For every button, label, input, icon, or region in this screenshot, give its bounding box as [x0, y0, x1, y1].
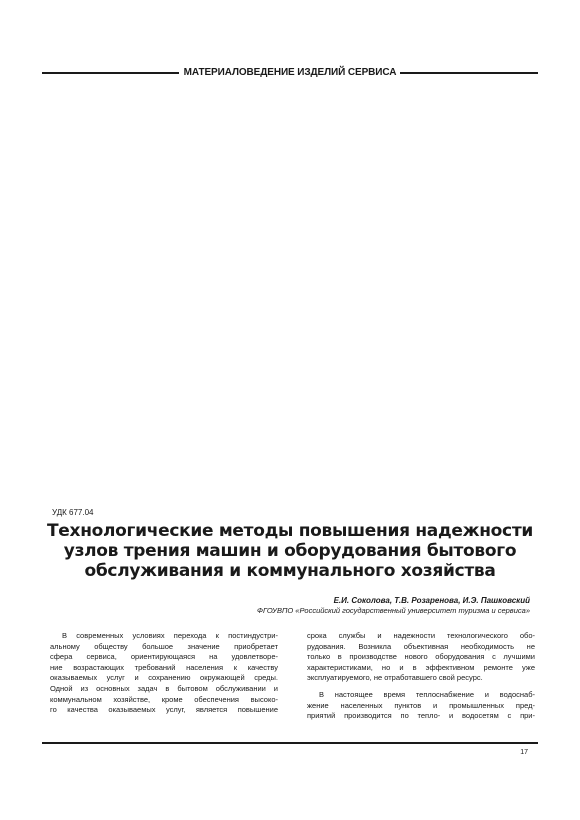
body-text-line: характеристиками, но и в эффективном ремонте уже — [307, 662, 535, 672]
body-text-line: сфера сервиса, ориентирующаяся на удовлетворе- — [50, 652, 278, 662]
header-rule-left — [42, 72, 179, 74]
body-text-line: го качества оказываемых услуг, является повышение — [50, 705, 278, 715]
section-title: МАТЕРИАЛОВЕДЕНИЕ ИЗДЕЛИЙ СЕРВИСА — [183, 67, 397, 78]
article-title-line: узлов трения машин и оборудования бытового — [63, 541, 517, 561]
body-column-right — [307, 631, 535, 722]
body-text-line: оказываемых услуг и сохранению окружающей среды. — [50, 673, 278, 683]
page-number: 17 — [520, 749, 528, 756]
body-text-line: В настоящее время теплоснабжение и водоснаб- — [319, 689, 535, 699]
body-text-line: В современных условиях перехода к постиндустри- — [62, 631, 278, 640]
article-title-line: Технологические методы повышения надежности — [47, 521, 533, 541]
header-rule-right — [400, 72, 538, 74]
article-authors: Е.И. Соколова, Т.В. Розаренова, И.Э. Пашковский — [333, 596, 530, 605]
author-affiliation: ФГОУВПО «Российский государственный университет туризма и сервиса» — [257, 606, 530, 615]
body-text-line: ние возрастающих требований населения к качеству — [50, 662, 278, 672]
body-text-line: жение населенных пунктов и промышленных пред- — [307, 700, 535, 710]
body-text-line: только в производстве нового оборудования с лучшими — [307, 652, 535, 662]
body-text-line: Одной из основных задач в бытовом обслуживании и — [50, 683, 278, 693]
section-header — [42, 66, 538, 80]
body-text-line: срока службы и надежности технологического обо- — [307, 631, 535, 640]
udk-code: УДК 677.04 — [52, 508, 94, 517]
footer-rule — [42, 742, 538, 744]
body-text-line: коммунальном хозяйстве, кроме обеспечения высоко- — [50, 694, 278, 704]
body-text-line: альному обществу большое значение приобретает — [50, 641, 278, 651]
body-column-left — [50, 631, 278, 716]
article-title — [40, 521, 540, 581]
body-text-line: эксплуатируемого, не отработавшего свой ресурс. — [307, 673, 483, 683]
article-title-line: обслуживания и коммунального хозяйства — [84, 561, 496, 581]
body-text-line: приятий производится по тепло- и водосетям с при- — [307, 711, 535, 721]
body-text-line: рудования. Возникла объективная необходимость не — [307, 641, 535, 651]
